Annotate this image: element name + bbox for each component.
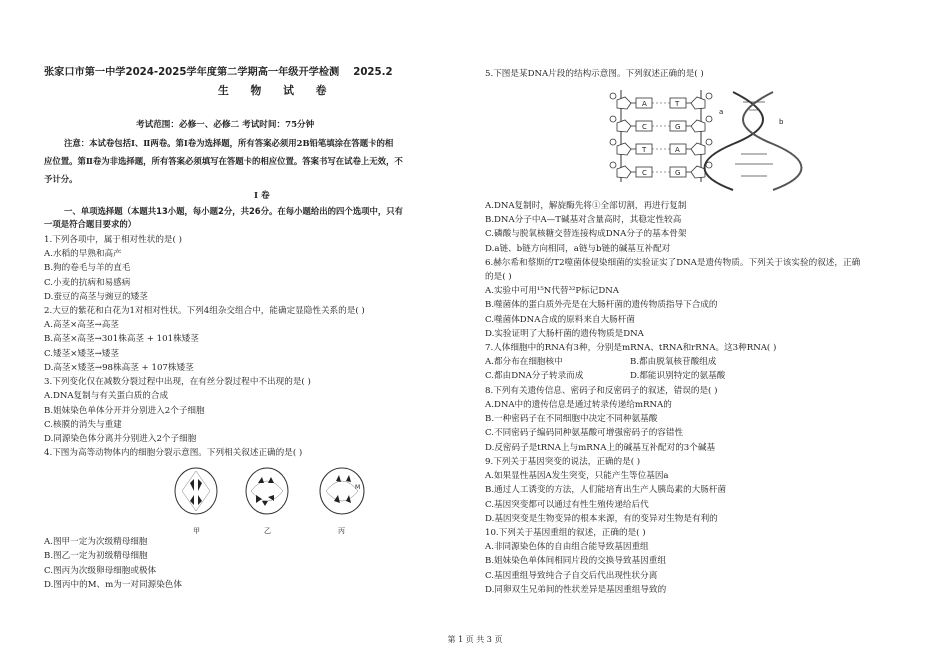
option: A.非同源染色体的自由组合能导致基因重组 [485, 542, 649, 552]
deoxyribose [691, 143, 705, 155]
question-stem: 8.下列有关遗传信息、密码子和反密码子的叙述，错误的是( ) [485, 386, 718, 396]
option: C.图丙为次级卵母细胞或极体 [44, 566, 157, 576]
option: D.同源染色体分离并分别进入2个子细胞 [44, 434, 197, 444]
notice-line: 应位置。第Ⅱ卷为非选择题，所有答案必须填写在答题卡的相应位置。答案书写在试卷上无效，不 [44, 156, 403, 166]
deoxyribose [691, 97, 705, 109]
dna-base: T [675, 100, 680, 108]
phosphate [610, 139, 616, 145]
question-stem: 1.下列各项中，属于相对性状的是( ) [44, 235, 182, 245]
option: D.高茎×矮茎→98株高茎 + 107株矮茎 [44, 363, 194, 373]
dna-helix [705, 92, 802, 190]
deoxyribose [617, 143, 631, 155]
option: D.基因突变是生物变异的根本来源，有的变异对生物是有利的 [485, 514, 718, 524]
notice-line: 予计分。 [44, 174, 78, 184]
deoxyribose [617, 166, 631, 178]
dna-base: A [675, 146, 680, 154]
question-stem: 2.大豆的紫花和白花为1对相对性状。下列4组杂交组合中，能确定显隐性关系的是( ) [44, 306, 365, 316]
notice-line: 注意：本试卷包括Ⅰ、Ⅱ两卷。第Ⅰ卷为选择题，所有答案必须用2B铅笔填涂在答题卡的相 [64, 138, 394, 148]
strand-label: a [719, 108, 724, 116]
cell-bing [320, 468, 364, 514]
option: B.图乙一定为初级精母细胞 [44, 551, 148, 561]
option: A.DNA复制时，解旋酶先将①全部切割，再进行复制 [485, 201, 687, 211]
option: C.基因重组导致纯合子自交后代出现性状分离 [485, 571, 658, 581]
figure-label: 甲 [193, 527, 200, 535]
option: A.DNA中的遗传信息是通过转录传递给mRNA的 [485, 400, 672, 410]
dna-base: G [675, 123, 681, 131]
option: B.DNA分子中A—T碱基对含量高时，其稳定性较高 [485, 215, 682, 225]
cell-jia [175, 468, 217, 514]
dna-ladder [610, 90, 712, 182]
option: C.不同密码子编码同种氨基酸可增强密码子的容错性 [485, 428, 684, 438]
dna-base: C [642, 123, 647, 131]
section-heading: 一项是符合题目要求的） [44, 219, 137, 229]
option: B.都由脱氧核苷酸组成 [630, 357, 717, 367]
option: C.磷酸与脱氧核糖交替连接构成DNA分子的基本骨架 [485, 229, 687, 239]
option: D.实验证明了大肠杆菌的遗传物质是DNA [485, 329, 644, 339]
option: C.基因突变都可以通过有性生殖传递给后代 [485, 500, 649, 510]
option: A.实验中可用¹⁵N代替³²P标记DNA [485, 286, 619, 296]
page-footer: 第 1 页 共 3 页 [447, 635, 503, 644]
option: B.通过人工诱变的方法，人们能培育出生产人胰岛素的大肠杆菌 [485, 485, 727, 495]
option: A.水稻的早熟和高产 [44, 249, 122, 259]
option: C.噬菌体DNA合成的原料来自大肠杆菌 [485, 315, 635, 325]
phosphate [610, 162, 616, 168]
question-stem: 3.下列变化仅在减数分裂过程中出现，在有丝分裂过程中不出现的是( ) [44, 377, 311, 387]
deoxyribose [691, 120, 705, 132]
question-stem: 6.赫尔希和蔡斯的T2噬菌体侵染细菌的实验证实了DNA是遗传物质。下列关于该实验的叙述，正确 [485, 258, 861, 268]
section-heading: 一、单项选择题（本题共13小题，每小题2分，共26分。在每小题给出的四个选项中，只有 [64, 206, 404, 216]
option: B.高茎×高茎→301株高茎 + 101株矮茎 [44, 334, 199, 344]
option: A.都分布在细胞核中 [485, 357, 563, 367]
option: D.蚕豆的高茎与豌豆的矮茎 [44, 292, 148, 302]
option: A.DNA复制与有关蛋白质的合成 [44, 391, 169, 401]
option: C.都由DNA分子转录而成 [485, 371, 584, 381]
option: A.图甲一定为次级精母细胞 [44, 537, 148, 547]
deoxyribose [617, 120, 631, 132]
option: C.核膜的消失与重建 [44, 420, 122, 430]
option: D.反密码子是tRNA上与mRNA上的碱基互补配对的3个碱基 [485, 443, 716, 453]
dna-base: C [642, 169, 647, 177]
exam-title: 张家口市第一中学2024-2025学年度第二学期高一年级开学检测 2025.2 [44, 67, 393, 78]
option: A.高茎×高茎→高茎 [44, 320, 119, 330]
option: B.姐妹染色单体分开并分别进入2个子细胞 [44, 406, 205, 416]
question-stem: 的是( ) [485, 272, 512, 282]
cell-yi [246, 468, 288, 514]
volume-heading: Ⅰ 卷 [254, 191, 270, 201]
question-stem: 7.人体细胞中的RNA有3种，分别是mRNA、tRNA和rRNA。这3种RNA( ) [485, 343, 777, 353]
exam-scope: 考试范围：必修一、必修二 考试时间：75分钟 [136, 120, 315, 130]
phosphate [610, 116, 616, 122]
option: D.同卵双生兄弟间的性状差异是基因重组导致的 [485, 585, 667, 595]
dna-structure-figure [603, 84, 813, 194]
dna-base: A [642, 100, 647, 108]
option: C.矮茎×矮茎→矮茎 [44, 349, 119, 359]
dna-base: T [642, 146, 647, 154]
mark-m: M [355, 484, 361, 491]
cell-division-figure [172, 461, 382, 537]
question-stem: 4.下图为高等动物体内的细胞分裂示意图。下列相关叙述正确的是( ) [44, 448, 303, 458]
option: A.如果显性基因A发生突变，只能产生等位基因a [485, 471, 669, 481]
subject-title: 生 物 试 卷 [218, 84, 336, 97]
option: B.姐妹染色单体间相同片段的交换导致基因重组 [485, 556, 666, 566]
option: B.一种密码子在不同细胞中决定不同种氨基酸 [485, 414, 658, 424]
figure-label: 乙 [264, 527, 271, 535]
phosphate [706, 139, 712, 145]
figure-label: 丙 [338, 527, 345, 535]
deoxyribose [691, 166, 705, 178]
question-stem: 9.下列关于基因突变的说法，正确的是( ) [485, 457, 641, 467]
phosphate [706, 162, 712, 168]
option: B.噬菌体的蛋白质外壳是在大肠杆菌的遗传物质指导下合成的 [485, 300, 718, 310]
phosphate [610, 93, 616, 99]
question-stem: 5.下图是某DNA片段的结构示意图。下列叙述正确的是( ) [485, 69, 704, 79]
option: D.都能识别特定的氨基酸 [630, 371, 726, 381]
option: D.a链、b链方向相同，a链与b链的碱基互补配对 [485, 244, 671, 254]
option: D.图丙中的M、m为一对同源染色体 [44, 580, 182, 590]
deoxyribose [617, 97, 631, 109]
option: B.狗的卷毛与羊的直毛 [44, 263, 131, 273]
option: C.小麦的抗病和易感病 [44, 278, 131, 288]
strand-label: b [779, 118, 784, 126]
phosphate [706, 116, 712, 122]
question-stem: 10.下列关于基因重组的叙述，正确的是( ) [485, 528, 646, 538]
phosphate [706, 93, 712, 99]
dna-base: G [675, 169, 681, 177]
